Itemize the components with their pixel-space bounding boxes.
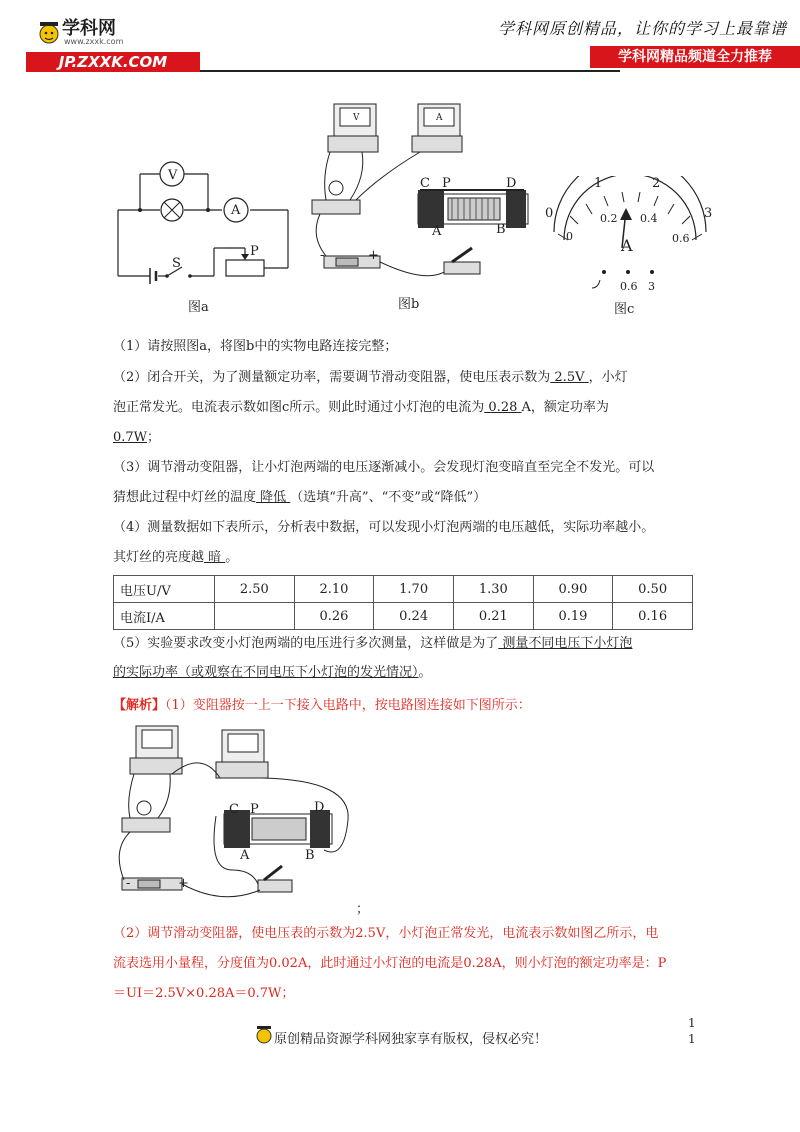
footer-copyright: 原创精品资源学科网独家享有版权，侵权必究！ — [274, 1032, 548, 1047]
question-4-line1: （4）测量数据如下表所示，分析表中数据，可以发现小灯泡两端的电压越低，实际功率越小。 — [113, 520, 655, 535]
rheostat-c: C — [420, 176, 430, 191]
terminal-3: 3 — [648, 280, 655, 293]
answer-current: 0.28 — [484, 400, 522, 415]
answer-rheostat-p: P — [250, 802, 259, 817]
page-number-bottom: 1 — [688, 1032, 696, 1046]
circuit-diagram-a — [112, 150, 302, 285]
data-table — [113, 575, 693, 630]
question-3-line2: 猜想此过程中灯丝的温度 降低 （选填“升高”、“不变”或“降低”） — [113, 490, 487, 505]
answer-rheostat-c: C — [229, 802, 239, 817]
battery-minus: - — [320, 248, 325, 263]
dial-2: 2 — [652, 176, 661, 191]
answer-rheostat-d: D — [314, 800, 325, 815]
question-3-line1: （3）调节滑动变阻器，让小灯泡两端的电压逐渐减小。会发现灯泡变暗直至完全不发光。可以 — [113, 460, 655, 475]
table-cell: 1.30 — [453, 576, 533, 603]
table-cell: 0.24 — [374, 603, 454, 630]
caption-fig-a: 图a — [188, 300, 209, 315]
table-cell: 0.90 — [533, 576, 613, 603]
analysis-line1: 【解析】（1）变阻器按一上一下接入电路中，按电路图连接如下图所示： — [113, 698, 531, 713]
answer-voltage: 2.5V — [550, 370, 589, 385]
meter-v-face: V — [353, 113, 360, 123]
dial-center-a: A — [621, 236, 633, 255]
table-cell: 0.21 — [453, 603, 533, 630]
answer-purpose-2: 的实际功率（或观察在不同电压下小灯泡的发光情况） — [113, 665, 419, 680]
footer-logo-icon — [254, 1022, 274, 1052]
table-cell: 电压U/V — [114, 576, 215, 603]
analysis-line4: ＝UI＝2.5V×0.28A＝0.7W； — [113, 986, 295, 1001]
dial-02: 0.2 — [600, 212, 618, 225]
rheostat-a: A — [432, 224, 442, 239]
dial-04: 0.4 — [640, 212, 658, 225]
rheostat-p: P — [442, 176, 451, 191]
question-2-line3: 0.7W； — [113, 430, 161, 445]
table-cell: 0.26 — [294, 603, 374, 630]
question-4-line2: 其灯丝的亮度越 暗 。 — [113, 550, 239, 565]
ammeter-label: A — [231, 203, 241, 218]
meter-a-face: A — [436, 113, 443, 123]
table-cell: 2.50 — [215, 576, 295, 603]
answer-temperature: 降低 — [256, 490, 291, 505]
site-banner[interactable]: JP.ZXXK.COM — [26, 52, 200, 72]
dial-0-inner: 0 — [566, 230, 573, 243]
answer-purpose-1: 测量不同电压下小灯泡 — [498, 636, 633, 651]
table-cell: 0.19 — [533, 603, 613, 630]
table-cell: 2.10 — [294, 576, 374, 603]
analysis-tag: 【解析】 — [113, 698, 166, 713]
dial-3-outer: 3 — [704, 206, 713, 221]
slogan: 学科网原创精品，让你的学习上最靠谱 — [498, 19, 788, 38]
analysis-line2: （2）调节滑动变阻器，使电压表的示数为2.5V，小灯泡正常发光，电流表示数如图乙所示，电 — [113, 926, 659, 941]
answer-battery-minus: - — [126, 876, 131, 891]
terminal-06: 0.6 — [620, 280, 638, 293]
answer-power: 0.7W — [113, 430, 148, 445]
table-cell: 1.70 — [374, 576, 454, 603]
answer-rheostat-a: A — [240, 848, 250, 863]
switch-label: S — [172, 256, 181, 271]
answer-battery-plus: + — [178, 876, 189, 891]
question-1: （1）请按照图a，将图b中的实物电路连接完整； — [113, 339, 398, 354]
table-cell: 0.50 — [613, 576, 693, 603]
apparatus-figure-b — [300, 96, 530, 296]
question-5-line1: （5）实验要求改变小灯泡两端的电压进行多次测量，这样做是为了 测量不同电压下小灯泡 — [113, 636, 633, 651]
answer-brightness: 暗 — [204, 550, 226, 565]
slider-label: P — [250, 244, 259, 259]
question-5-line2: 的实际功率（或观察在不同电压下小灯泡的发光情况）。 — [113, 665, 432, 680]
figure-end-mark: ； — [356, 902, 370, 917]
battery-plus: + — [368, 248, 379, 263]
header-rule — [200, 70, 620, 72]
logo-url: www.zxxk.com — [64, 37, 124, 46]
table-cell: 电流I/A — [114, 603, 215, 630]
logo-name: 学科网 — [62, 18, 116, 39]
table-row-voltage — [114, 576, 693, 603]
caption-fig-c: 图c — [614, 302, 635, 317]
table-cell — [215, 603, 295, 630]
page-number-top: 1 — [688, 1016, 696, 1030]
table-row-current — [114, 603, 693, 630]
table-cell: 0.16 — [613, 603, 693, 630]
analysis-line3: 流表选用小量程，分度值为0.02A，此时通过小灯泡的电流是0.28A，则小灯泡的额定功率是：P — [113, 956, 667, 971]
question-2-line2: 泡正常发光。电流表示数如图c所示。则此时通过小灯泡的电流为 0.28 A，额定功率为 — [113, 400, 609, 415]
dial-06: 0.6 — [672, 232, 690, 245]
answer-rheostat-b: B — [305, 848, 315, 863]
dial-1: 1 — [594, 176, 603, 191]
voltmeter-label: V — [168, 168, 178, 183]
logo-icon — [36, 18, 62, 54]
caption-fig-b: 图b — [398, 297, 420, 312]
recommend-banner: 学科网精品频道全力推荐 — [590, 46, 800, 68]
rheostat-d: D — [506, 176, 517, 191]
dial-0-outer: 0 — [545, 206, 554, 221]
question-2-line1: （2）闭合开关，为了测量额定功率，需要调节滑动变阻器，使电压表示数为 2.5V ，小灯 — [113, 370, 628, 385]
rheostat-b: B — [496, 222, 506, 237]
